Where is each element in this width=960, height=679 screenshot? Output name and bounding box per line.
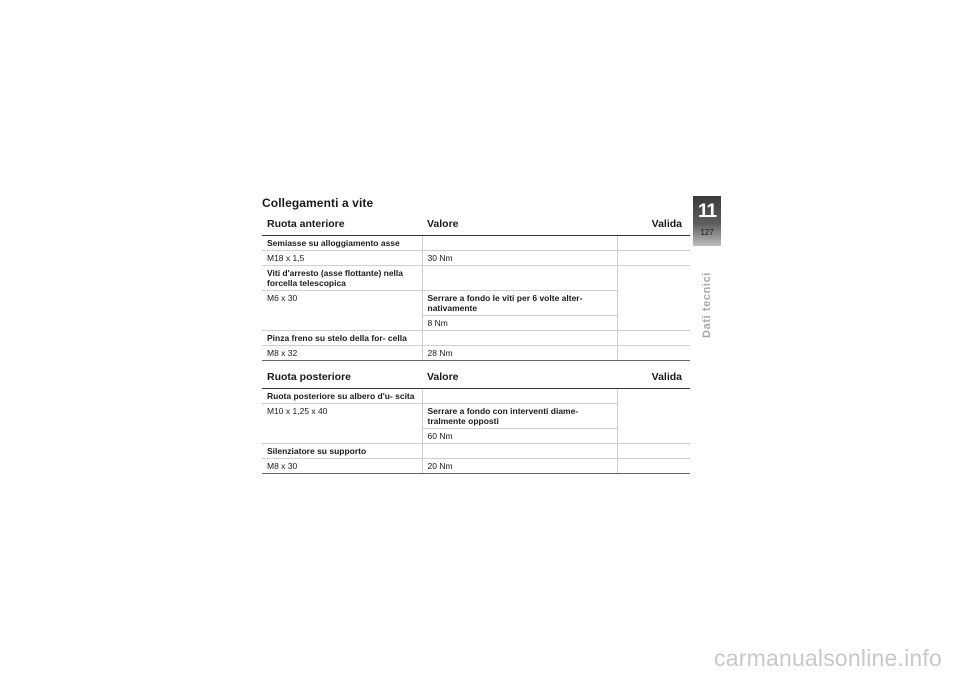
row-value: 28 Nm <box>422 346 617 361</box>
header-value: Valore <box>422 361 617 389</box>
header-valid: Valida <box>617 215 690 236</box>
row-valid <box>617 251 690 266</box>
row-label: Viti d'arresto (asse flottante) nella forcella telescopica <box>262 266 422 291</box>
header-rear-wheel: Ruota posteriore <box>262 361 422 389</box>
section-title: Collegamenti a vite <box>262 196 374 210</box>
row-value <box>422 266 617 291</box>
row-value: 20 Nm <box>422 459 617 474</box>
row-valid <box>617 331 690 346</box>
row-value: 8 Nm <box>422 316 617 331</box>
watermark: carmanualsonline.info <box>714 645 942 671</box>
row-label: M6 x 30 <box>262 291 422 331</box>
row-note: Serrare a fondo con interventi diame- tralmente opposti <box>422 404 617 429</box>
chapter-number: 11 <box>697 201 717 222</box>
table-row <box>262 346 690 361</box>
row-label: M18 x 1,5 <box>262 251 422 266</box>
row-value: 30 Nm <box>422 251 617 266</box>
row-label: M8 x 32 <box>262 346 422 361</box>
screw-connections-section <box>262 196 690 474</box>
row-valid <box>617 266 690 331</box>
row-valid <box>617 236 690 251</box>
row-label: Silenziatore su supporto <box>262 444 422 459</box>
table-row <box>262 444 690 459</box>
row-label: Semiasse su alloggiamento asse <box>262 236 422 251</box>
row-label: M10 x 1,25 x 40 <box>262 404 422 444</box>
row-label: M8 x 30 <box>262 459 422 474</box>
row-value <box>422 444 617 459</box>
table-row <box>262 266 690 291</box>
table-row <box>262 459 690 474</box>
row-valid <box>617 389 690 444</box>
row-label: Pinza freno su stelo della for- cella <box>262 331 422 346</box>
table-row <box>262 331 690 346</box>
table-row <box>262 251 690 266</box>
row-value <box>422 236 617 251</box>
table-row <box>262 236 690 251</box>
header-valid: Valida <box>617 361 690 389</box>
rear-header-row <box>262 361 690 389</box>
row-value <box>422 331 617 346</box>
table-row <box>262 389 690 404</box>
row-value <box>422 389 617 404</box>
chapter-tab <box>693 196 721 246</box>
row-note: Serrare a fondo le viti per 6 volte alter- nativamente <box>422 291 617 316</box>
row-value: 60 Nm <box>422 429 617 444</box>
row-label: Ruota posteriore su albero d'u- scita <box>262 389 422 404</box>
row-valid <box>617 459 690 474</box>
screw-connections-table <box>262 215 690 474</box>
page-number: 127 <box>700 228 714 237</box>
header-value: Valore <box>422 215 617 236</box>
row-valid <box>617 346 690 361</box>
row-valid <box>617 444 690 459</box>
chapter-title: Dati tecnici <box>701 272 713 338</box>
header-front-wheel: Ruota anteriore <box>262 215 422 236</box>
front-header-row <box>262 215 690 236</box>
